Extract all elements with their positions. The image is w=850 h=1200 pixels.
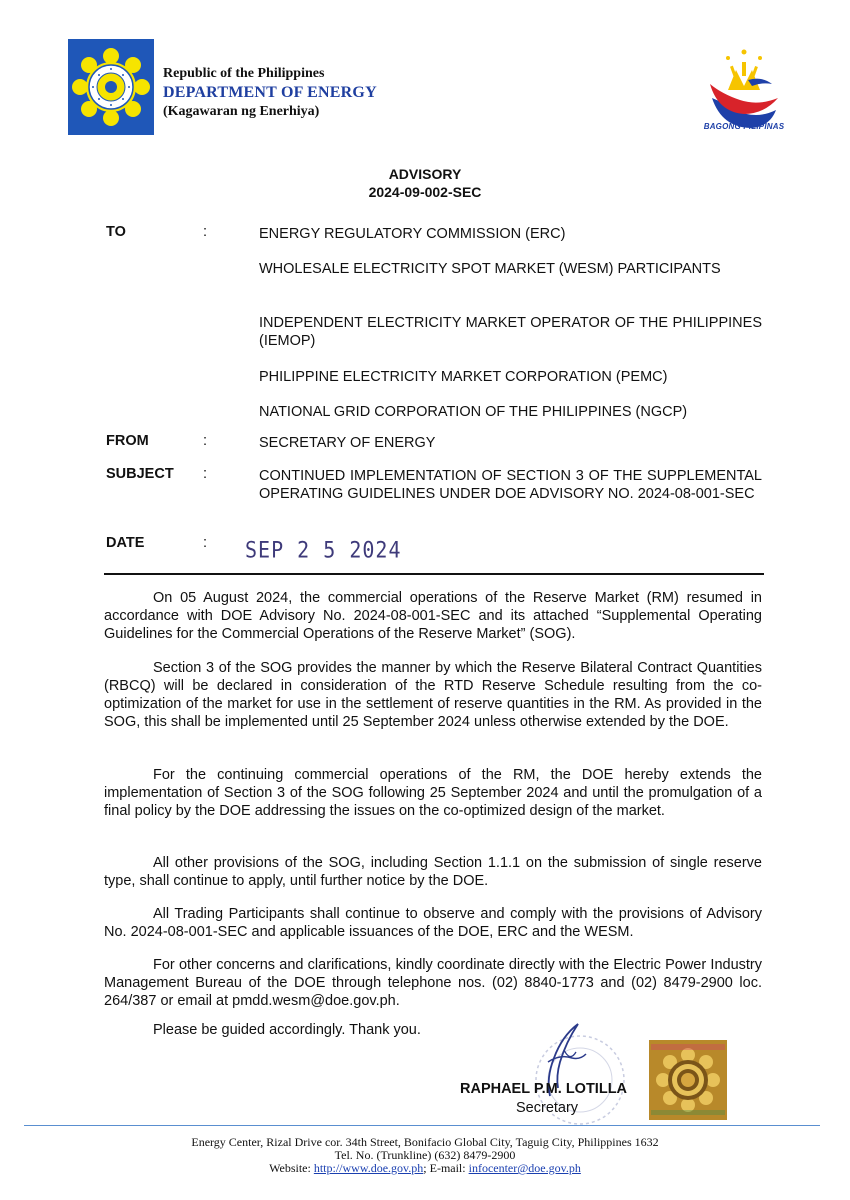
bagong-pilipinas-text: BAGONG PILIPINAS: [703, 122, 785, 131]
footer-telephone: Tel. No. (Trunkline) (632) 8479-2900: [334, 1148, 516, 1162]
from-value: SECRETARY OF ENERGY: [259, 435, 436, 451]
subject-colon: :: [203, 466, 208, 482]
subject-label: SUBJECT: [106, 466, 174, 482]
body-paragraph-6: For other concerns and clarifications, kindly coordinate directly with the Electric Power Industry Management Bureau of the DOE through telephone nos. (02) 8840-1773 and (02) 8479-2900 loc. 264/387 or email at pmdd.wesm@doe.gov.ph.: [104, 957, 762, 1009]
from-label: FROM: [106, 433, 149, 449]
doe-seal-logo: [68, 39, 154, 135]
addressee-iemop: INDEPENDENT ELECTRICITY MARKET OPERATOR OF THE PHILIPPINES (IEMOP): [259, 315, 762, 349]
body-paragraph-5: All Trading Participants shall continue to observe and comply with the provisions of Advisory No. 2024-08-001-SEC and applicable issuances of the DOE, ERC and the WESM.: [104, 906, 762, 940]
addressee-erc: ENERGY REGULATORY COMMISSION (ERC): [259, 226, 566, 242]
header-divider: [104, 573, 764, 575]
website-label: Website:: [269, 1161, 314, 1175]
email-label: ; E-mail:: [423, 1161, 469, 1175]
date-stamp: SEP 2 5 2024: [245, 536, 402, 564]
addressee-pemc: PHILIPPINE ELECTRICITY MARKET CORPORATION (PEMC): [259, 369, 668, 385]
department-name: DEPARTMENT OF ENERGY: [163, 84, 377, 101]
addressee-ngcp: NATIONAL GRID CORPORATION OF THE PHILIPPINES (NGCP): [259, 404, 688, 420]
advisory-number: 2024-09-002-SEC: [368, 184, 482, 200]
website-link[interactable]: http://www.doe.gov.ph: [313, 1161, 424, 1175]
addressee-wesm: WHOLESALE ELECTRICITY SPOT MARKET (WESM) PARTICIPANTS: [259, 261, 721, 277]
from-colon: :: [203, 433, 208, 449]
closing-line: Please be guided accordingly. Thank you.: [153, 1022, 421, 1038]
agency-name-block: [163, 64, 377, 121]
footer-address: Energy Center, Rizal Drive cor. 34th Street, Bonifacio Global City, Taguig City, Philippines 1632: [191, 1135, 659, 1149]
dry-seal-icon: [649, 1040, 727, 1120]
subject-value: CONTINUED IMPLEMENTATION OF SECTION 3 OF THE SUPPLEMENTAL OPERATING GUIDELINES UNDER DOE ADVISORY NO. 2024-08-001-SEC: [259, 468, 762, 502]
filipino-name: (Kagawaran ng Enerhiya): [163, 104, 320, 119]
email-link[interactable]: infocenter@doe.gov.ph: [468, 1161, 581, 1175]
to-colon: :: [203, 224, 208, 240]
date-label: DATE: [106, 535, 145, 551]
signatory-name: RAPHAEL P.M. LOTILLA: [460, 1081, 628, 1097]
signatory-position: Secretary: [516, 1100, 579, 1116]
to-label: TO: [106, 224, 126, 240]
date-colon: :: [203, 535, 208, 551]
body-paragraph-4: All other provisions of the SOG, including Section 1.1.1 on the submission of single reserve type, shall continue to apply, until further notice by the DOE.: [104, 855, 762, 889]
footer-contact: [0, 1161, 850, 1176]
body-paragraph-2: Section 3 of the SOG provides the manner by which the Reserve Bilateral Contract Quantities (RBCQ) will be declared in consideration of the RTD Reserve Schedule resulting from the co-optimization of the market for use in the settlement of reserve quantities in the RM. As provided in the SOG, this shall be implemented until 25 September 2024 unless otherwise extended by the DOE.: [104, 660, 762, 730]
republic-line: Republic of the Philippines: [163, 66, 325, 81]
advisory-heading: ADVISORY: [388, 166, 462, 182]
footer-divider: [24, 1125, 820, 1126]
body-paragraph-1: On 05 August 2024, the commercial operations of the Reserve Market (RM) resumed in accordance with DOE Advisory No. 2024-08-001-SEC and its attached “Supplemental Operating Guidelines for the Commercial Operations of the Reserve Market” (SOG).: [104, 590, 762, 642]
body-paragraph-3: For the continuing commercial operations of the RM, the DOE hereby extends the implementation of Section 3 of the SOG following 25 September 2024 and until the promulgation of a final policy by the DOE addressing the issues on the co-optimized design of the market.: [104, 767, 762, 819]
